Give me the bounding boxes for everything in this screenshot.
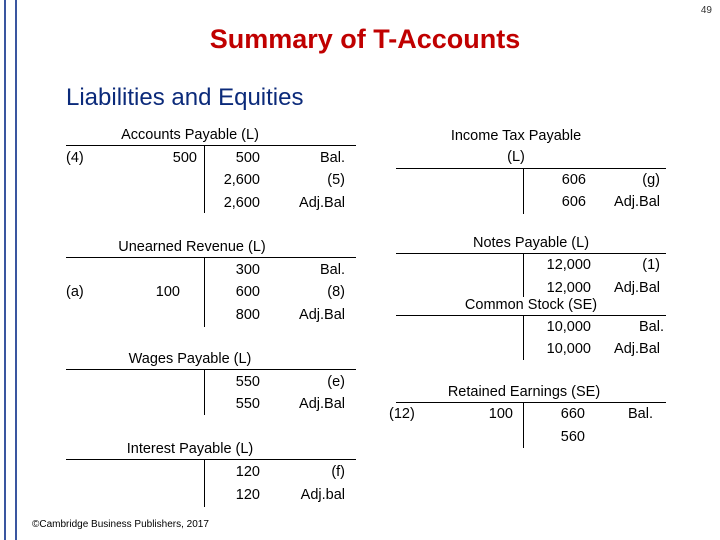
credit-ref: (1): [642, 257, 660, 273]
credit-ref: Adj.Bal: [299, 195, 345, 211]
credit-amount: 600: [235, 284, 260, 300]
credit-ref: Adj.Bal: [614, 341, 660, 357]
credit-ref: (g): [642, 172, 660, 188]
credit-amount: 550: [235, 396, 260, 412]
credit-amount: 300: [235, 262, 260, 278]
credit-amount: 10,000: [546, 341, 591, 357]
account-title: Income Tax Payable: [450, 128, 582, 144]
credit-amount: 2,600: [223, 195, 260, 211]
copyright-footer: ©Cambridge Business Publishers, 2017: [32, 519, 209, 530]
t-account-rule: [396, 168, 666, 169]
credit-amount: 500: [235, 150, 260, 166]
t-account-divider: [523, 402, 524, 448]
credit-amount: 12,000: [546, 257, 591, 273]
debit-amount: 100: [488, 406, 513, 422]
credit-ref: Adj.Bal: [614, 194, 660, 210]
t-account-divider: [204, 145, 205, 213]
credit-amount: 660: [560, 406, 585, 422]
slide-subtitle: Liabilities and Equities: [66, 84, 304, 111]
slide-title: Summary of T-Accounts: [209, 24, 521, 54]
credit-ref: Bal.: [628, 406, 653, 422]
credit-amount: 2,600: [223, 172, 260, 188]
t-account-divider: [204, 459, 205, 507]
credit-amount: 560: [560, 429, 585, 445]
debit-amount: 100: [155, 284, 180, 300]
t-account-rule: [396, 402, 666, 403]
credit-amount: 120: [235, 487, 260, 503]
debit-ref: (12): [389, 406, 415, 422]
credit-amount: 120: [235, 464, 260, 480]
t-account-rule: [66, 145, 356, 146]
t-account-divider: [523, 253, 524, 297]
account-title: Accounts Payable (L): [121, 127, 259, 143]
left-border-bar: [4, 0, 17, 540]
credit-amount: 10,000: [546, 319, 591, 335]
credit-amount: 550: [235, 374, 260, 390]
account-title-line2: (L): [507, 149, 525, 165]
credit-ref: (f): [331, 464, 345, 480]
credit-ref: (8): [327, 284, 345, 300]
credit-ref: Bal.: [320, 150, 345, 166]
credit-ref: Adj.bal: [300, 487, 345, 503]
t-account-rule: [396, 315, 666, 316]
credit-amount: 800: [235, 307, 260, 323]
debit-amount: 500: [172, 150, 197, 166]
t-account-divider: [523, 168, 524, 214]
debit-ref: (a): [66, 284, 84, 300]
account-title: Interest Payable (L): [126, 441, 254, 457]
account-title: Unearned Revenue (L): [118, 239, 266, 255]
t-account-rule: [396, 253, 666, 254]
credit-amount: 606: [561, 172, 586, 188]
t-account-rule: [66, 459, 356, 460]
credit-ref: Bal.: [639, 319, 664, 335]
account-title: Wages Payable (L): [128, 351, 252, 367]
t-account-divider: [523, 315, 524, 360]
t-account-divider: [204, 257, 205, 327]
t-account-rule: [66, 257, 356, 258]
credit-ref: (e): [327, 374, 345, 390]
credit-ref: Adj.Bal: [299, 307, 345, 323]
t-account-rule: [66, 369, 356, 370]
account-title: Notes Payable (L): [472, 235, 590, 251]
credit-ref: Bal.: [320, 262, 345, 278]
debit-ref: (4): [66, 150, 84, 166]
account-title: Common Stock (SE): [464, 297, 598, 313]
page-number: 49: [700, 5, 712, 16]
credit-amount: 606: [561, 194, 586, 210]
credit-amount: 12,000: [546, 280, 591, 296]
credit-ref: Adj.Bal: [614, 280, 660, 296]
credit-ref: Adj.Bal: [299, 396, 345, 412]
account-title: Retained Earnings (SE): [447, 384, 601, 400]
credit-ref: (5): [327, 172, 345, 188]
t-account-divider: [204, 369, 205, 415]
